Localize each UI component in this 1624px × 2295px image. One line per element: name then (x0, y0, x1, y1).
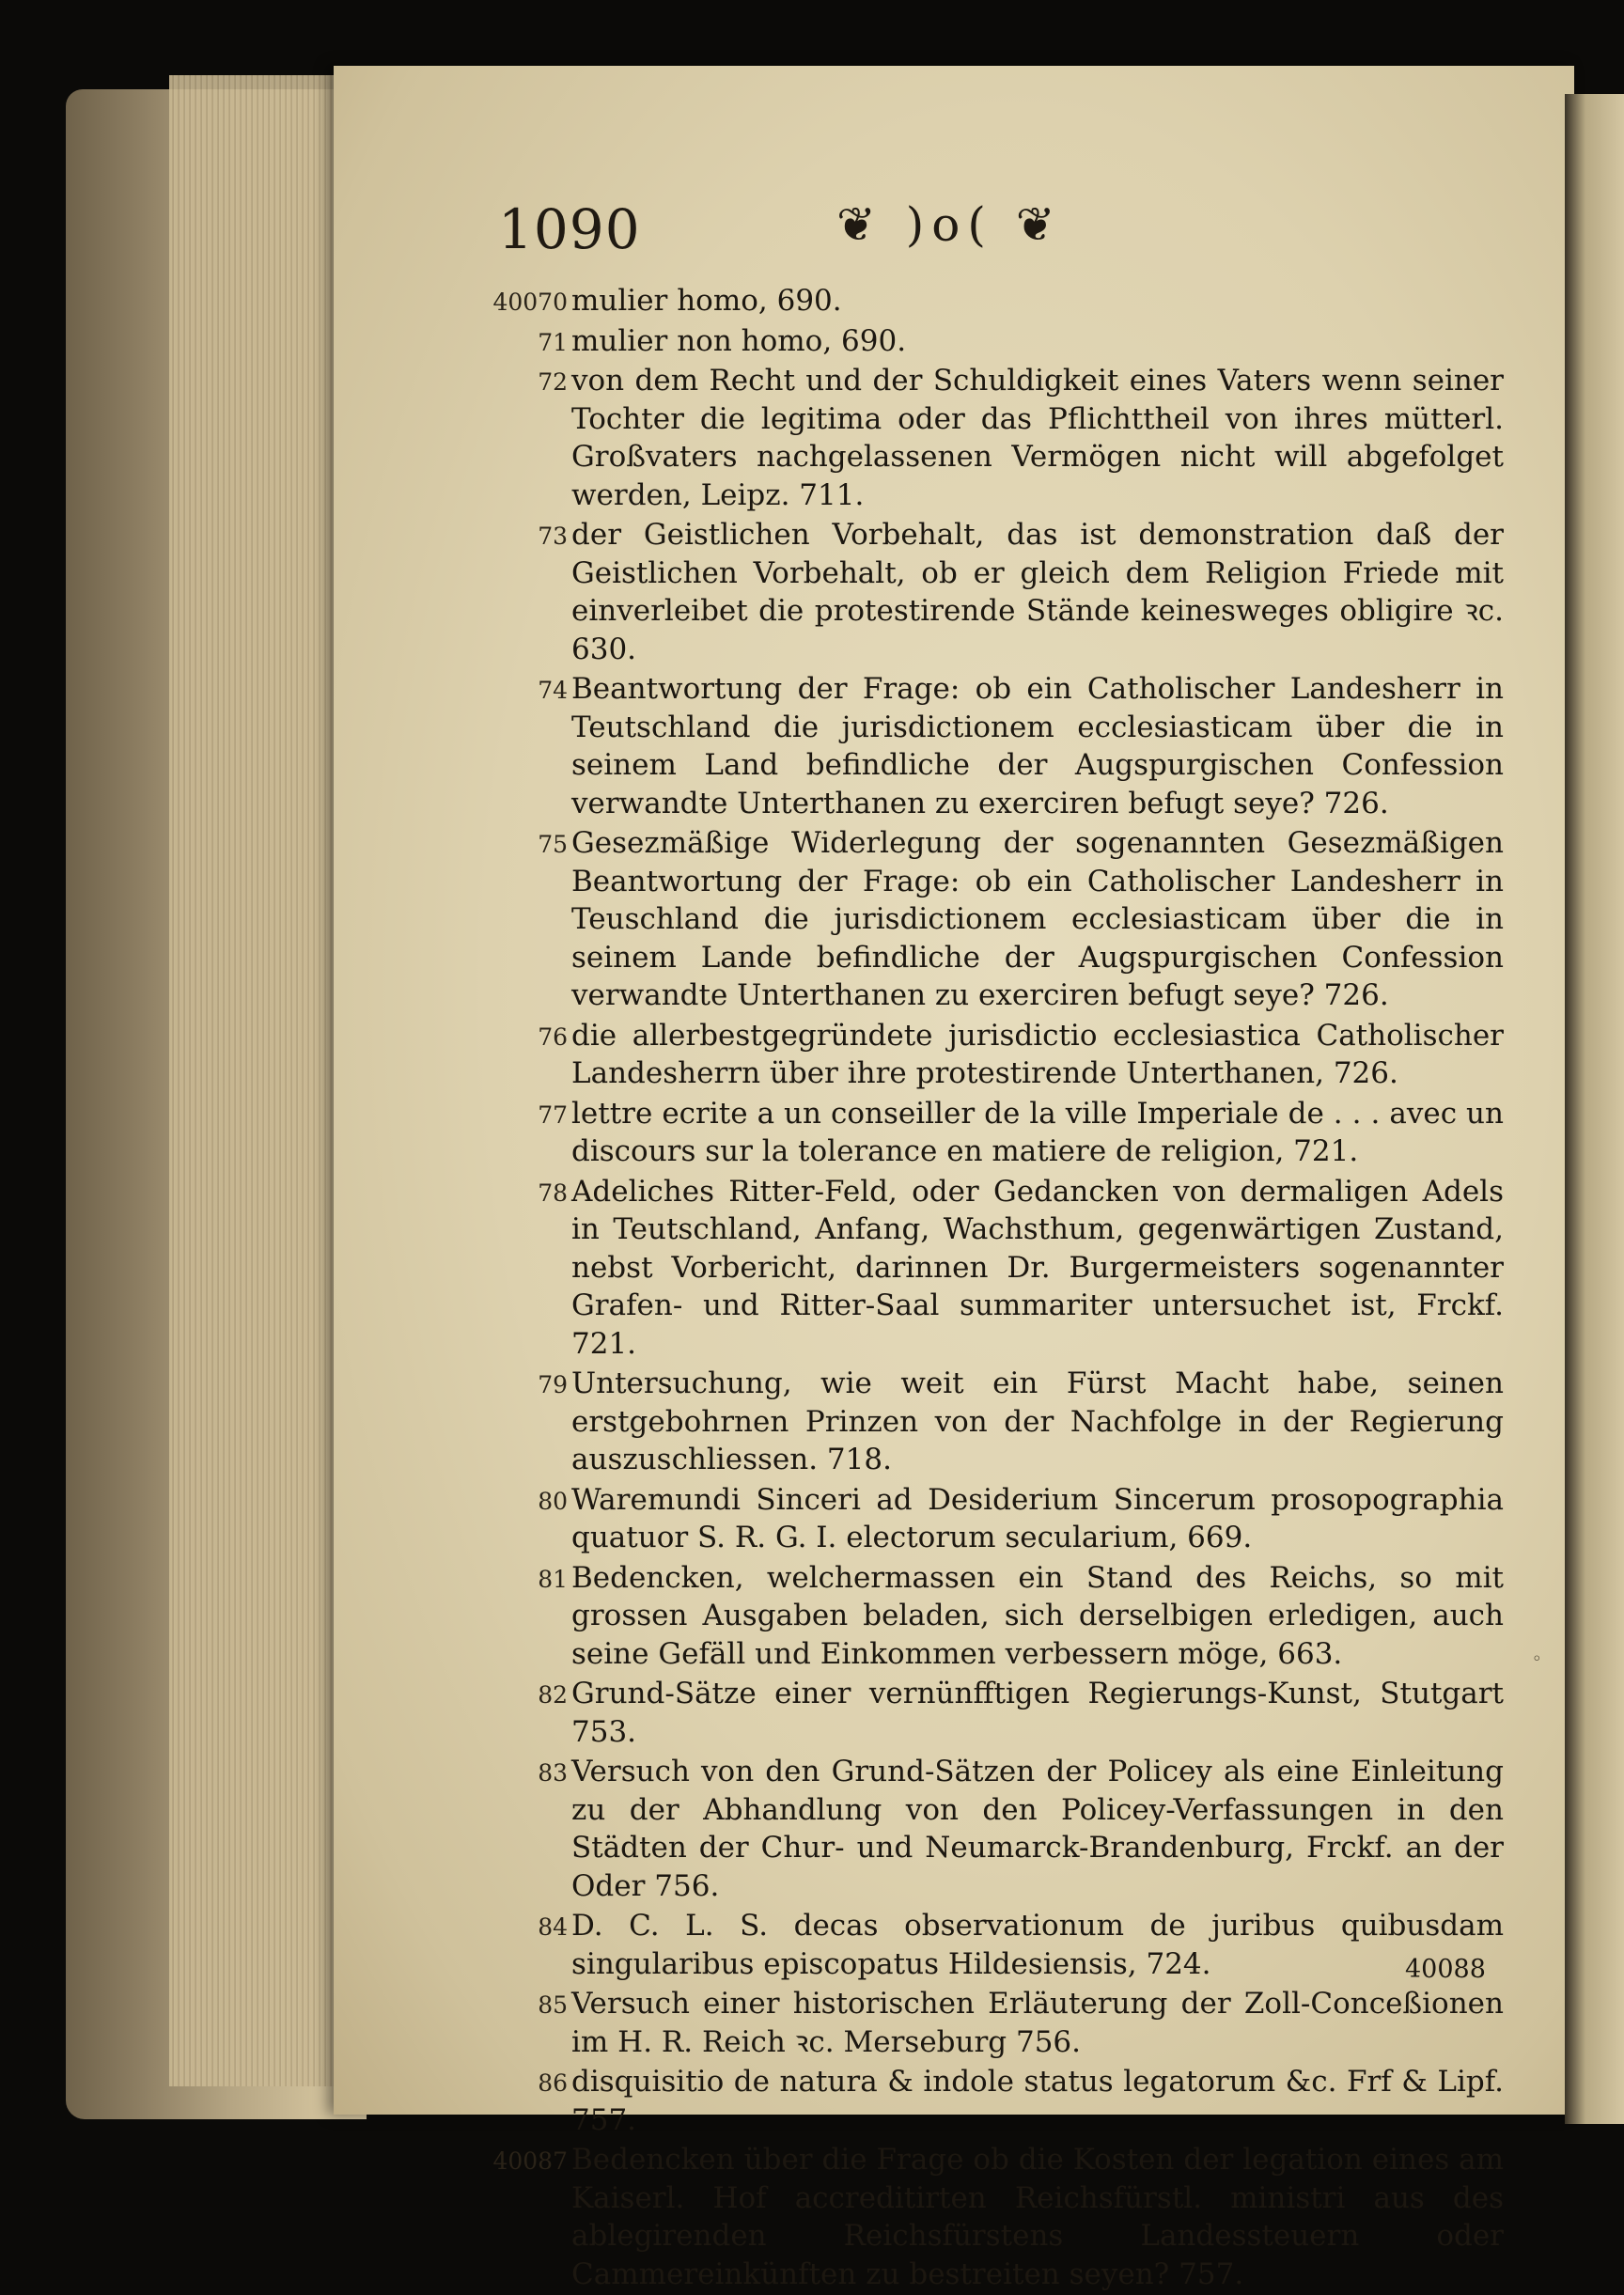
entry-number: 79 (538, 1371, 568, 1398)
entry-number: 40070 (492, 289, 568, 316)
entry-number: 74 (538, 677, 568, 704)
list-item (470, 1173, 1504, 1364)
entry-list (470, 282, 1504, 2295)
entry-text: der Geistlichen Vorbehalt, das ist demonstration daß der Geistlichen Vorbehalt, ob er gleich dem Religion Friede mit einverleibet die protestirende Stände keinesweges obligire ꝛc. 630. (571, 518, 1504, 666)
list-item (470, 2063, 1504, 2139)
list-item (470, 516, 1504, 668)
entry-number: 86 (538, 2069, 568, 2097)
entry-text: Versuch von den Grund-Sätzen der Policey als eine Einleitung zu der Abhandlung von den Policey-Verfassungen in den Städten der Chur- und Neumarck-Brandenburg, Frckf. an der Oder 756. (571, 1755, 1504, 1903)
entry-number: 83 (538, 1759, 568, 1787)
entry-text: von dem Recht und der Schuldigkeit eines Vaters wenn seiner Tochter die legitima oder das Pflichttheil von ihres mütterl. Großvaters nachgelassenen Vermögen nicht will abgefolget werden, Leipz. 711. (571, 364, 1504, 512)
page-number: 1090 (498, 197, 641, 261)
list-item (470, 322, 1504, 361)
list-item (470, 1481, 1504, 1557)
list-item (470, 1985, 1504, 2061)
entry-text: Grund-Sätze einer vernünfftigen Regierungs-Kunst, Stutgart 753. (571, 1677, 1504, 1749)
entry-text: Bedencken über die Frage ob die Kosten der legation eines am Kaiserl. Hof accreditirten Reichsfürstl. ministri aus des ablegirenden Reichsfürstens Landessteuern oder Cammereinkünften zu bestreiten seyen? 757. (571, 2143, 1504, 2291)
list-item (470, 1675, 1504, 1751)
entry-text: disquisitio de natura & indole status legatorum &c. Frf & Lipf. 757. (571, 2065, 1504, 2137)
entry-number: 84 (538, 1913, 568, 1941)
entry-text: Beantwortung der Frage: ob ein Catholischer Landesherr in Teutschland die jurisdictionem ecclesiasticam über die in seinem Land befindliche der Augspurgischen Confession verwandte Unterthanen zu exerciren befugt seye? 726. (571, 672, 1504, 820)
entry-number: 80 (538, 1487, 568, 1515)
header-ornament: ❦ )o( ❦ (836, 197, 1063, 252)
entry-text: Waremundi Sinceri ad Desiderium Sincerum prosopographia quatuor S. R. G. I. electorum secularium, 669. (571, 1482, 1504, 1554)
entry-text: Gesezmäßige Widerlegung der sogenannten Gesezmäßigen Beantwortung der Frage: ob ein Catholischer Landesherr in Teuschland die jurisdictionem ecclesiasticam über die in seinem Lande befindliche der Augspurgischen Confession verwandte Unterthanen zu exerciren befugt seye? 726. (571, 826, 1504, 1012)
list-item (470, 670, 1504, 822)
entry-text: Adeliches Ritter-Feld, oder Gedancken von dermaligen Adels in Teutschland, Anfang, Wachsthum, gegenwärtigen Zustand, nebst Vorbericht, darinnen Dr. Burgermeisters sogenannter Grafen- und Ritter-Saal summariter untersuchet ist, Frckf. 721. (571, 1174, 1504, 1361)
entry-number: 81 (538, 1565, 568, 1593)
list-item (470, 282, 1504, 320)
catchword: 40088 (1405, 1955, 1486, 1984)
list-item (470, 362, 1504, 514)
entry-text: Bedencken, welchermassen ein Stand des Reichs, so mit grossen Ausgaben beladen, sich derselbigen erledigen, auch seine Gefäll und Einkommen verbessern möge, 663. (571, 1560, 1504, 1671)
entry-text: mulier homo, 690. (571, 284, 842, 318)
list-item (470, 1017, 1504, 1093)
entry-number: 72 (538, 368, 568, 396)
entry-number: 77 (538, 1101, 568, 1129)
entry-number: 40087 (492, 2147, 568, 2175)
list-item (470, 824, 1504, 1015)
entry-number: 78 (538, 1179, 568, 1207)
entry-text: lettre ecrite a un conseiller de la ville Imperiale de . . . avec un discours sur la tolerance en matiere de religion, 721. (571, 1096, 1504, 1168)
entry-text: Untersuchung, wie weit ein Fürst Macht habe, seinen erstgebohrnen Prinzen von der Nachfolge in der Regierung auszuschliessen. 718. (571, 1366, 1504, 1476)
entry-number: 76 (538, 1023, 568, 1051)
list-item (470, 1559, 1504, 1674)
entry-number: 73 (538, 523, 568, 550)
facing-page-edge (1565, 94, 1624, 2124)
entry-number: 85 (538, 1991, 568, 2019)
list-item (470, 2141, 1504, 2293)
entry-number: 71 (538, 328, 568, 356)
page-stack (169, 75, 348, 2086)
entry-text: D. C. L. S. decas observationum de juribus quibusdam singularibus episcopatus Hildesiensis, 724. (571, 1909, 1504, 1981)
entry-number: 75 (538, 831, 568, 858)
list-item (470, 1907, 1504, 1983)
entry-number: 82 (538, 1681, 568, 1709)
list-item (470, 1095, 1504, 1171)
list-item (470, 1365, 1504, 1479)
entry-text: die allerbestgegründete jurisdictio ecclesiastica Catholischer Landesherrn über ihre protestirende Unterthanen, 726. (571, 1018, 1504, 1090)
entry-text: Versuch einer historischen Erläuterung der Zoll-Conceßionen im H. R. Reich ꝛc. Merseburg 756. (571, 1987, 1504, 2059)
list-item (470, 1753, 1504, 1905)
entry-text: mulier non homo, 690. (571, 323, 907, 358)
page-header (498, 197, 1156, 263)
margin-mark: ◦ (1532, 1649, 1542, 1669)
